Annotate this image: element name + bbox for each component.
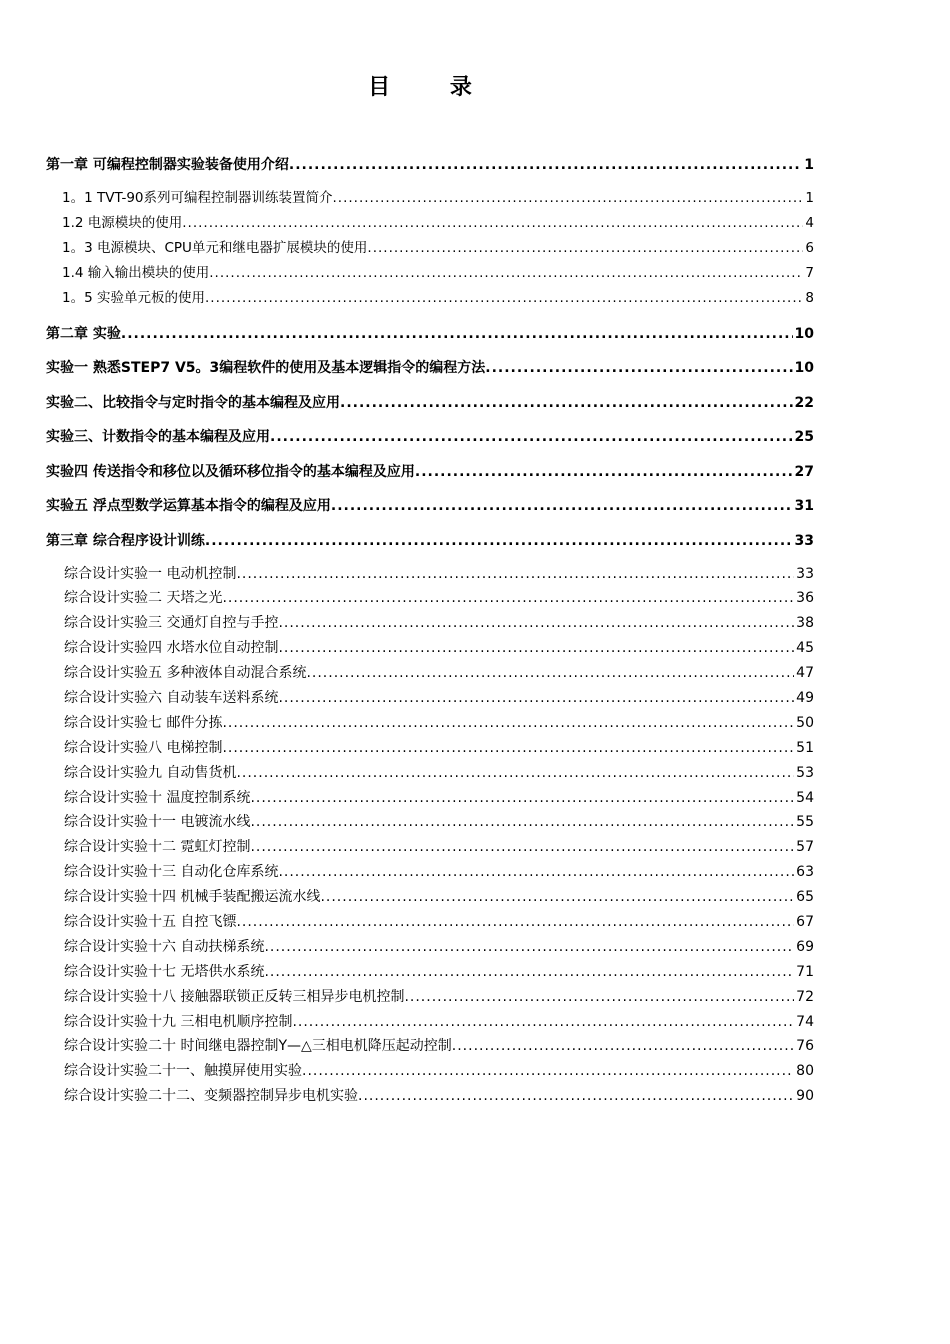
- toc-entry[interactable]: [46, 153, 814, 177]
- toc-leader-dots: [278, 611, 794, 636]
- toc-entry-title: 实验二、比较指令与定时指令的基本编程及应用: [46, 394, 340, 411]
- toc-entry-title: 第三章 综合程序设计训练: [46, 532, 205, 549]
- toc-entry-title: 综合设计实验二十 时间继电器控制Y—△三相电机降压起动控制: [64, 1038, 452, 1055]
- toc-entry-title: 实验四 传送指令和移位以及循环移位指令的基本编程及应用: [46, 463, 415, 480]
- toc-leader-dots: [222, 586, 794, 611]
- toc-leader-dots: [222, 711, 794, 736]
- toc-entry[interactable]: [46, 661, 814, 686]
- toc-entry-page-number: 71: [796, 963, 814, 980]
- toc-entry-title: 综合设计实验一 电动机控制: [64, 565, 237, 582]
- toc-entry-page-number: 55: [796, 814, 814, 831]
- toc-leader-dots: [250, 835, 794, 860]
- toc-entry[interactable]: [46, 261, 814, 286]
- toc-entry-page-number: 33: [796, 565, 814, 582]
- toc-entry[interactable]: [46, 835, 814, 860]
- toc-entry-page-number: 22: [794, 394, 814, 411]
- page-title: 目 录: [368, 75, 498, 100]
- toc-entry[interactable]: [46, 1034, 814, 1059]
- toc-entry-title: 综合设计实验十五 自控飞镖: [64, 913, 237, 930]
- toc-leader-dots: [289, 153, 802, 177]
- toc-entry-title: 综合设计实验十一 电镀流水线: [64, 814, 251, 831]
- toc-leader-dots: [452, 1034, 794, 1059]
- toc-leader-dots: [292, 1010, 794, 1035]
- toc-entry[interactable]: [46, 810, 814, 835]
- toc-entry-page-number: 31: [794, 498, 814, 514]
- toc-entry-title: 综合设计实验十六 自动扶梯系统: [64, 938, 265, 955]
- toc-entry-page-number: 36: [796, 590, 814, 607]
- toc-entry-page-number: 27: [794, 463, 814, 480]
- toc-entry-title: 1.2 电源模块的使用: [62, 215, 183, 231]
- toc-entry-title: 综合设计实验十二 霓虹灯控制: [64, 839, 251, 856]
- toc-entry[interactable]: [46, 529, 814, 553]
- toc-leader-dots: [205, 529, 793, 553]
- toc-entry-page-number: 10: [794, 360, 814, 376]
- toc-leader-dots: [367, 236, 803, 261]
- toc-leader-dots: [404, 985, 794, 1010]
- toc-leader-dots: [278, 636, 794, 661]
- toc-entry-title: 综合设计实验十 温度控制系统: [64, 789, 251, 806]
- toc-entry-page-number: 69: [796, 938, 814, 955]
- toc-entry[interactable]: [46, 460, 814, 484]
- toc-entry-title: 实验一 熟悉STEP7 V5。3编程软件的使用及基本逻辑指令的编程方法: [46, 360, 486, 376]
- toc-entry[interactable]: [46, 425, 814, 449]
- toc-entry[interactable]: [46, 885, 814, 910]
- toc-leader-dots: [333, 186, 804, 211]
- toc-entry-page-number: 72: [796, 988, 814, 1005]
- toc-leader-dots: [209, 261, 803, 286]
- toc-entry[interactable]: [46, 786, 814, 811]
- toc-leader-dots: [250, 786, 794, 811]
- toc-entry[interactable]: [46, 960, 814, 985]
- toc-entry-page-number: 76: [796, 1038, 814, 1055]
- table-of-contents: [46, 153, 814, 1109]
- toc-entry-page-number: 54: [796, 789, 814, 806]
- toc-entry-title: 综合设计实验四 水塔水位自动控制: [64, 640, 279, 657]
- toc-entry[interactable]: [46, 356, 814, 380]
- toc-entry-title: 1.4 输入输出模块的使用: [62, 265, 210, 281]
- toc-entry-title: 综合设计实验十九 三相电机顺序控制: [64, 1013, 293, 1030]
- toc-leader-dots: [485, 356, 792, 380]
- toc-leader-dots: [236, 562, 794, 587]
- toc-entry-page-number: 57: [796, 839, 814, 856]
- toc-entry[interactable]: [46, 711, 814, 736]
- toc-entry-title: 综合设计实验十七 无塔供水系统: [64, 963, 265, 980]
- toc-leader-dots: [264, 960, 794, 985]
- toc-leader-dots: [302, 1059, 794, 1084]
- toc-entry-page-number: 4: [805, 215, 814, 231]
- toc-entry-page-number: 90: [796, 1088, 814, 1105]
- toc-entry[interactable]: [46, 935, 814, 960]
- toc-entry-page-number: 63: [796, 864, 814, 881]
- toc-entry-page-number: 51: [796, 739, 814, 756]
- toc-entry-page-number: 53: [796, 764, 814, 781]
- toc-entry-title: 综合设计实验十四 机械手装配搬运流水线: [64, 889, 321, 906]
- toc-entry-title: 综合设计实验七 邮件分拣: [64, 714, 223, 731]
- toc-entry-page-number: 8: [805, 290, 814, 306]
- toc-leader-dots: [264, 935, 794, 960]
- toc-entry-title: 综合设计实验十八 接触器联锁正反转三相异步电机控制: [64, 988, 405, 1005]
- toc-entry-page-number: 50: [796, 714, 814, 731]
- toc-entry[interactable]: [46, 1059, 814, 1084]
- toc-entry-page-number: 10: [794, 325, 814, 342]
- toc-leader-dots: [236, 910, 794, 935]
- toc-entry-title: 1。3 电源模块、CPU单元和继电器扩展模块的使用: [62, 240, 368, 256]
- toc-entry[interactable]: [46, 686, 814, 711]
- toc-entry-title: 1。1 TVT-90系列可编程控制器训练装置简介: [62, 190, 333, 206]
- toc-entry[interactable]: [46, 1010, 814, 1035]
- toc-leader-dots: [331, 494, 793, 518]
- toc-entry[interactable]: [46, 736, 814, 761]
- toc-entry[interactable]: [46, 985, 814, 1010]
- toc-leader-dots: [278, 686, 794, 711]
- toc-entry-page-number: 1: [805, 190, 814, 206]
- toc-leader-dots: [250, 810, 794, 835]
- toc-entry[interactable]: [46, 322, 814, 346]
- toc-leader-dots: [121, 322, 793, 346]
- toc-entry[interactable]: [46, 391, 814, 415]
- toc-leader-dots: [222, 736, 794, 761]
- toc-entry[interactable]: [46, 211, 814, 236]
- toc-entry-title: 综合设计实验二 天塔之光: [64, 590, 223, 607]
- toc-entry-title: 综合设计实验二十一、触摸屏使用实验: [64, 1063, 302, 1080]
- toc-entry[interactable]: [46, 586, 814, 611]
- toc-entry-title: 综合设计实验九 自动售货机: [64, 764, 237, 781]
- toc-leader-dots: [182, 211, 803, 236]
- toc-entry-title: 第二章 实验: [46, 325, 121, 342]
- toc-leader-dots: [236, 761, 794, 786]
- toc-entry[interactable]: [46, 562, 814, 587]
- toc-entry-page-number: 33: [794, 532, 814, 549]
- toc-entry[interactable]: [46, 636, 814, 661]
- toc-entry-page-number: 67: [796, 913, 814, 930]
- toc-entry[interactable]: [46, 1084, 814, 1109]
- toc-entry-title: 综合设计实验十三 自动化仓库系统: [64, 864, 279, 881]
- toc-entry[interactable]: [46, 236, 814, 261]
- toc-entry-page-number: 49: [796, 689, 814, 706]
- toc-entry[interactable]: [46, 494, 814, 518]
- toc-leader-dots: [270, 425, 793, 449]
- toc-entry-title: 综合设计实验六 自动装车送料系统: [64, 689, 279, 706]
- toc-entry-title: 1。5 实验单元板的使用: [62, 290, 205, 306]
- toc-entry-page-number: 74: [796, 1013, 814, 1030]
- toc-entry-page-number: 65: [796, 889, 814, 906]
- toc-leader-dots: [205, 286, 803, 311]
- toc-entry[interactable]: [46, 761, 814, 786]
- toc-entry[interactable]: [46, 860, 814, 885]
- toc-entry-title: 综合设计实验八 电梯控制: [64, 739, 223, 756]
- toc-entry-page-number: 25: [794, 429, 814, 445]
- toc-entry-page-number: 38: [796, 615, 814, 632]
- toc-entry[interactable]: [46, 186, 814, 211]
- toc-entry[interactable]: [46, 910, 814, 935]
- toc-entry[interactable]: [46, 286, 814, 311]
- toc-entry-title: 综合设计实验三 交通灯自控与手控: [64, 615, 279, 632]
- toc-entry-page-number: 80: [796, 1063, 814, 1080]
- toc-entry-page-number: 45: [796, 640, 814, 657]
- toc-entry-page-number: 47: [796, 665, 814, 682]
- toc-entry-title: 综合设计实验五 多种液体自动混合系统: [64, 665, 307, 682]
- toc-leader-dots: [340, 391, 793, 415]
- toc-entry-title: 实验三、计数指令的基本编程及应用: [46, 429, 270, 445]
- toc-leader-dots: [358, 1084, 794, 1109]
- toc-leader-dots: [320, 885, 794, 910]
- toc-entry-title: 实验五 浮点型数学运算基本指令的编程及应用: [46, 498, 331, 514]
- toc-entry-page-number: 1: [804, 157, 814, 173]
- toc-entry-title: 第一章 可编程控制器实验装备使用介绍: [46, 157, 289, 173]
- toc-entry[interactable]: [46, 611, 814, 636]
- toc-entry-title: 综合设计实验二十二、变频器控制异步电机实验: [64, 1088, 358, 1105]
- toc-leader-dots: [306, 661, 794, 686]
- toc-entry-page-number: 6: [805, 240, 814, 256]
- toc-entry-page-number: 7: [805, 265, 814, 281]
- toc-leader-dots: [415, 460, 793, 484]
- toc-leader-dots: [278, 860, 794, 885]
